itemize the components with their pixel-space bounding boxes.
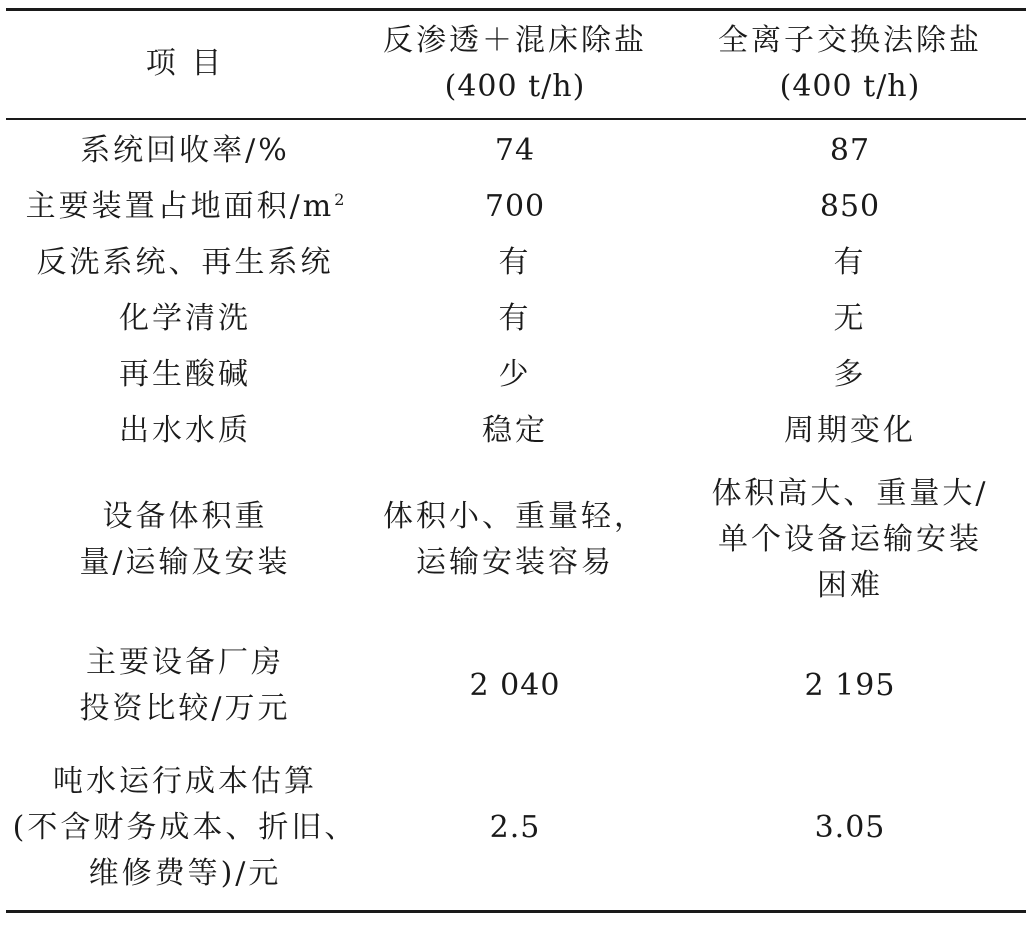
table-row-item (0, 636, 370, 736)
row-5-ro: 少 (498, 357, 532, 392)
row-3-ro: 有 (498, 245, 532, 280)
row-3-ix: 有 (833, 245, 867, 280)
header-ix-title: 全离子交换法除盐 (718, 23, 982, 58)
row-2-ro: 700 (484, 189, 546, 224)
row-6-item: 出水水质 (119, 413, 251, 448)
table-row-ix (690, 240, 1010, 286)
row-7-ix-line-2: 单个设备运输安装 (717, 522, 982, 557)
header-ro-mixed-bed (360, 14, 670, 114)
row-7-ix-line-1: 体积高大、重量大/ (711, 476, 989, 511)
table-row-ix (690, 352, 1010, 398)
row-6-ix: 周期变化 (784, 413, 916, 448)
table-row-ix (690, 128, 1010, 174)
row-9-ro: 2.5 (489, 810, 541, 845)
header-ro-capacity: (400 t/h) (444, 69, 586, 104)
row-5-item: 再生酸碱 (119, 357, 251, 392)
row-8-ix: 2 195 (804, 668, 896, 703)
header-item-label: 项 目 (145, 46, 225, 81)
table-row-ro (360, 470, 670, 610)
table-row-ro (360, 240, 670, 286)
row-5-ix: 多 (833, 357, 867, 392)
header-ix-capacity: (400 t/h) (779, 69, 921, 104)
row-7-item-line-1: 设备体积重 (102, 499, 268, 534)
row-4-ro: 有 (498, 301, 532, 336)
header-ion-exchange (690, 14, 1010, 114)
table-row-ix (690, 408, 1010, 454)
row-2-item-text: 主要装置占地面积/m (25, 189, 335, 224)
row-8-item-line-2: 投资比较/万元 (79, 691, 291, 726)
row-9-item-line-2: (不含财务成本、折旧、 (12, 810, 358, 845)
row-7-ix-line-3: 困难 (816, 568, 883, 603)
table-row-ix (690, 296, 1010, 342)
row-1-ro: 74 (494, 133, 536, 168)
table-bottom-rule (6, 910, 1026, 913)
row-9-item-line-3: 维修费等)/元 (88, 856, 282, 891)
table-row-ro (360, 352, 670, 398)
row-7-ro-line-2: 运输安装容易 (416, 545, 614, 580)
table-row-ro (360, 296, 670, 342)
row-3-item: 反洗系统、再生系统 (36, 245, 334, 280)
row-1-ix: 87 (829, 133, 871, 168)
table-row-item (0, 184, 370, 230)
row-8-ro: 2 040 (469, 668, 561, 703)
header-item (0, 14, 370, 114)
table-row-item (0, 408, 370, 454)
table-row-item (0, 240, 370, 286)
row-8-item-line-1: 主要设备厂房 (85, 645, 284, 680)
table-row-ix (690, 184, 1010, 230)
row-4-ix: 无 (833, 301, 867, 336)
table-row-ro (360, 756, 670, 900)
header-ro-title: 反渗透＋混床除盐 (383, 23, 647, 58)
row-1-item: 系统回收率/% (80, 133, 290, 168)
table-top-rule (6, 8, 1026, 11)
row-7-ro-line-1: 体积小、重量轻， (383, 499, 647, 534)
table-row-item (0, 128, 370, 174)
row-2-item-superscript: 2 (334, 190, 345, 209)
table-row-ix (690, 636, 1010, 736)
row-7-item-line-2: 量/运输及安装 (79, 545, 291, 580)
row-2-item (26, 184, 345, 230)
table-header-rule (6, 118, 1026, 120)
table-row-ro (360, 128, 670, 174)
row-6-ro: 稳定 (482, 413, 548, 448)
table-row-ro (360, 408, 670, 454)
table-row-ro (360, 184, 670, 230)
table-row-ro (360, 636, 670, 736)
table-row-item (0, 296, 370, 342)
table-row-ix (690, 756, 1010, 900)
table-row-item (0, 470, 370, 610)
row-9-ix: 3.05 (814, 810, 886, 845)
table-row-item (0, 352, 370, 398)
row-4-item: 化学清洗 (119, 301, 251, 336)
row-9-item-line-1: 吨水运行成本估算 (53, 764, 317, 799)
row-2-ix: 850 (819, 189, 881, 224)
table-row-ix (690, 470, 1010, 610)
table-row-item (0, 756, 370, 900)
